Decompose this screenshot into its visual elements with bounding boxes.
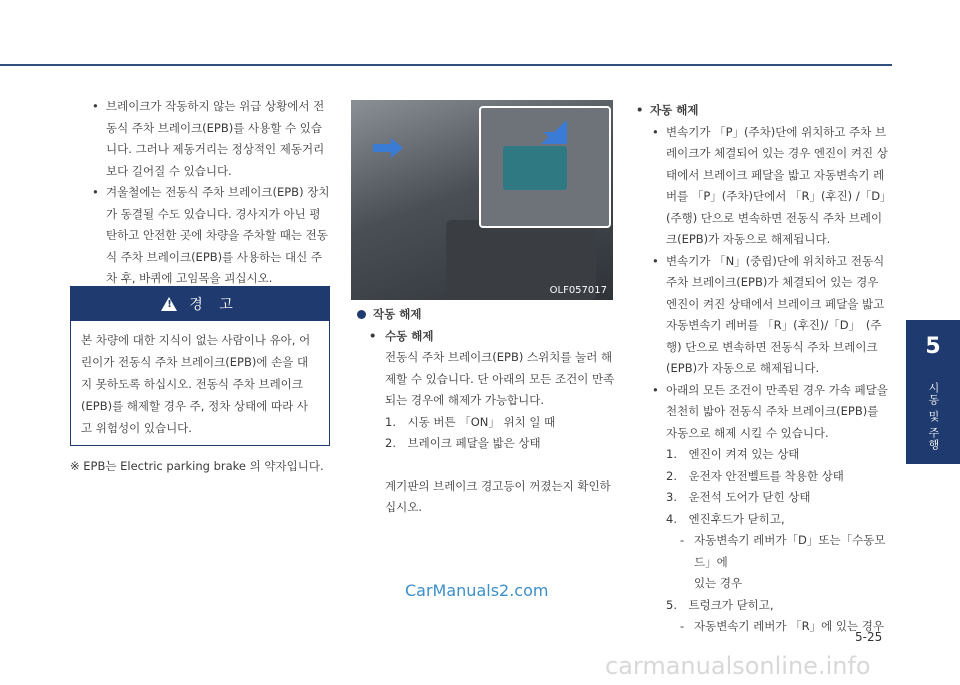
list-subitem: - 자동변속기 레버가「D」또는「수동모드」에 [636, 530, 892, 573]
list-item: 4. 엔진후드가 닫히고, [666, 511, 785, 526]
list-subitem: 있는 경우 [694, 576, 743, 590]
watermark: CarManuals2.com [405, 581, 549, 600]
section-heading: 작동 해제 [355, 304, 617, 326]
bullet-paragraph: • 아래의 모든 조건이 만족된 경우 가속 페달을 천천히 밟아 전동식 주차 브레이크(EPB)를 자동으로 해제 시킬 수 있습니다. [636, 380, 892, 445]
epb-photo [351, 100, 613, 300]
middle-column [355, 304, 617, 519]
chapter-label: 시동 및 주행 [927, 382, 940, 451]
list-item: 1. 시동 버튼 「ON」 위치 일 때 [385, 414, 556, 429]
right-column [636, 100, 892, 638]
page-number: 5-25 [855, 630, 883, 644]
warning-icon: ! [161, 297, 177, 311]
warning-header [71, 287, 329, 321]
photo-code: OLF057017 [549, 285, 607, 296]
bullet-paragraph: • 겨울철에는 전동식 주차 브레이크(EPB) 장치가 동결될 수도 있습니다. 경사지가 아닌 평탄하고 안전한 곳에 차량을 주차할 때는 전동식 주차 브레이크(EPB)를 사용하는 대신 주차 후, 바퀴에 고임목을 괴십시오. [90, 182, 330, 290]
chapter-number: 5 [925, 334, 941, 359]
list-item: 1. 엔진이 켜져 있는 상태 [666, 447, 800, 461]
list-item: 2. 브레이크 페달을 밟은 상태 [385, 436, 541, 450]
section-heading: • 자동 해제 [636, 100, 892, 122]
warning-title: 경 고 [189, 297, 239, 313]
arrow-icon [541, 120, 567, 144]
epb-switch-inset [479, 106, 611, 228]
list-item: 2. 운전자 안전벨트를 착용한 상태 [666, 468, 844, 483]
left-column [90, 96, 330, 290]
warning-text: 본 차량에 대한 지식이 없는 사람이나 유아, 어린이가 전동식 주차 브레이크(EPB)에 손을 대지 못하도록 하십시오. 전동식 주차 브레이크(EPB)를 해제할 경우 주, 정차 상태에 따라 사고 위험성이 있습니다. [81, 333, 311, 435]
list-subitem: - 자동변속기 레버가 「R」에 있는 경우 [636, 616, 892, 638]
footnote: ※ EPB는 Electric parking brake 의 약자입니다. [70, 459, 324, 473]
bullet-paragraph: • 브레이크가 작동하지 않는 위급 상황에서 전동식 주차 브레이크(EPB)를 사용할 수 있습니다. 그러나 제동거리는 정상적인 제동거리보다 길어질 수 있습니다. [90, 96, 330, 182]
paragraph: 계기판의 브레이크 경고등이 꺼졌는지 확인하십시오. [385, 478, 611, 514]
subsection-heading: • 수동 해제 [355, 326, 617, 348]
header-rule [0, 64, 892, 66]
paragraph: 전동식 주차 브레이크(EPB) 스위치를 눌러 해제할 수 있습니다. 단 아래의 모든 조건이 만족되는 경우에 해제가 가능합니다. [385, 350, 615, 407]
chapter-tab [906, 320, 960, 464]
list-item: 3. 운전석 도어가 닫힌 상태 [666, 490, 811, 504]
footer-watermark: carmanualsonline.info [605, 652, 871, 680]
epb-switch [503, 146, 567, 190]
list-item: 5. 트렁크가 닫히고, [666, 597, 774, 612]
bullet-paragraph: • 변속기가 「P」(주차)단에 위치하고 주차 브레이크가 체결되어 있는 경우 엔진이 켜진 상태에서 브레이크 페달을 밟고 자동변속기 레버를 「P」(주차)단에서 「R」(후진) /「D」(주행) 단으로 변속하면 전동식 주차 브레이크(EPB)가 자동으로 해제됩니다. [636, 122, 892, 251]
warning-box [70, 286, 330, 446]
bullet-paragraph: • 변속기가 「N」(중립)단에 위치하고 전동식 주차 브레이크(EPB)가 체결되어 있는 경우 엔진이 켜진 상태에서 브레이크 페달을 밟고 자동변속기 레버를 「R」(후진)/「D」 (주행) 단으로 변속하면 전동식 주차 브레이크(EPB)가 자동으로 해제됩니다. [636, 251, 892, 380]
